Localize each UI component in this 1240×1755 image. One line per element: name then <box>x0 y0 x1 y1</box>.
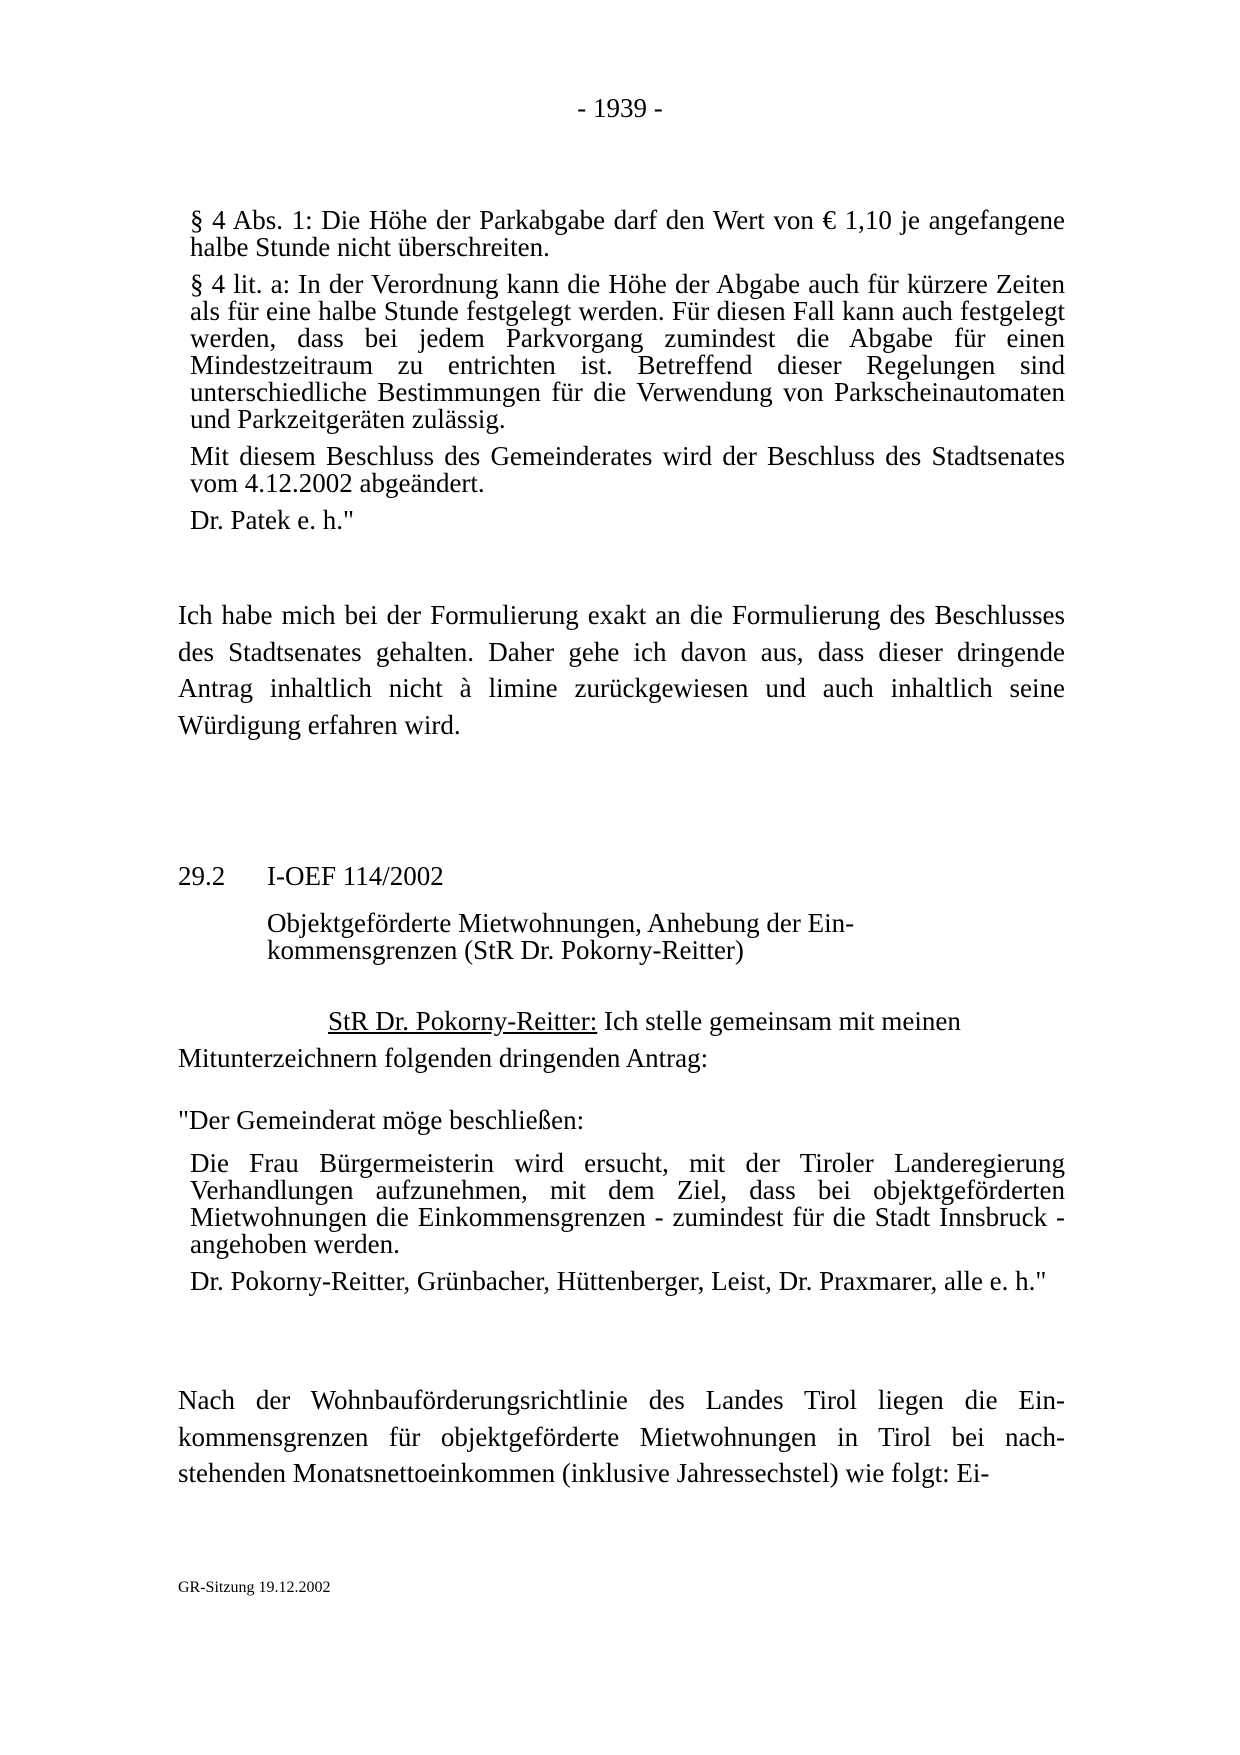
quote-signature: Dr. Pokorny-Reitter, Grünbacher, Hüttenberger, Leist, Dr. Praxmarer, alle e. h." <box>190 1266 1047 1296</box>
agenda-item-title: Objektgeförderte Mietwohnungen, Anhebung der Einkommensgrenzen (StR Dr. Pokorny-Reitter) <box>267 908 855 965</box>
agenda-item-number: 29.2 <box>178 861 226 891</box>
quote-signature: Dr. Patek e. h." <box>190 505 354 535</box>
agenda-item-code: I-OEF 114/2002 <box>267 861 444 891</box>
speaker-name: StR Dr. Pokorny-Reitter: <box>328 1006 598 1036</box>
quote-paragraph: § 4 Abs. 1: Die Höhe der Parkabgabe darf den Wert von € 1,10 je angefangene halbe Stunde nicht überschreiten. <box>190 205 1065 262</box>
quote-paragraph: Die Frau Bürgermeisterin wird ersucht, mit der Tiroler Landeregierung Verhandlungen aufzunehmen, mit dem Ziel, dass bei objektgeförderten Mietwohnungen die Einkommensgrenzen - zumindest für die Stadt Innsbruck - angehoben werden. <box>190 1148 1065 1259</box>
page-footer: GR-Sitzung 19.12.2002 <box>178 1579 331 1596</box>
speaker-text: Ich stelle gemeinsam mit meinen Mitunterzeichnern folgenden dringenden Antrag: <box>178 1006 961 1073</box>
body-paragraph: Nach der Wohnbauförderungsrichtlinie des Landes Tirol liegen die Einkommensgrenzen für objektgeförderte Mietwohnungen in Tirol bei nachstehenden Monatsnettoeinkommen (inklusive Jahressechstel) wie folgt: Ei- <box>178 1385 1065 1488</box>
motion-intro: "Der Gemeinderat möge beschließen: <box>178 1105 585 1135</box>
quote-paragraph: Mit diesem Beschluss des Gemeinderates wird der Beschluss des Stadtsenates vom 4.12.2002 abgeändert. <box>190 441 1065 498</box>
quoted-motion-text <box>190 1150 1065 1305</box>
quoted-motion-text <box>190 207 1065 544</box>
page-number: - 1939 - <box>577 93 663 123</box>
quote-paragraph: § 4 lit. a: In der Verordnung kann die Höhe der Abgabe auch für kürzere Zeiten als für eine halbe Stunde festgelegt werden. Für diesen Fall kann auch festgelegt werden, dass bei jedem Parkvorgang zumindest die Abgabe für einen Mindestzeitraum zu entrichten ist. Betreffend dieser Regelungen sind unterschiedliche Bestimmungen für die Verwendung von Parkscheinautomaten und Parkzeitgeräten zulässig. <box>190 269 1065 434</box>
speaker-paragraph <box>178 1003 1065 1076</box>
body-paragraph: Ich habe mich bei der Formulierung exakt an die Formulierung des Beschlusses des Stadtsenates gehalten. Daher gehe ich davon aus, dass dieser dringende Antrag inhaltlich nicht à limine zurückgewiesen und auch inhaltlich seine Würdigung erfahren wird. <box>178 600 1065 740</box>
